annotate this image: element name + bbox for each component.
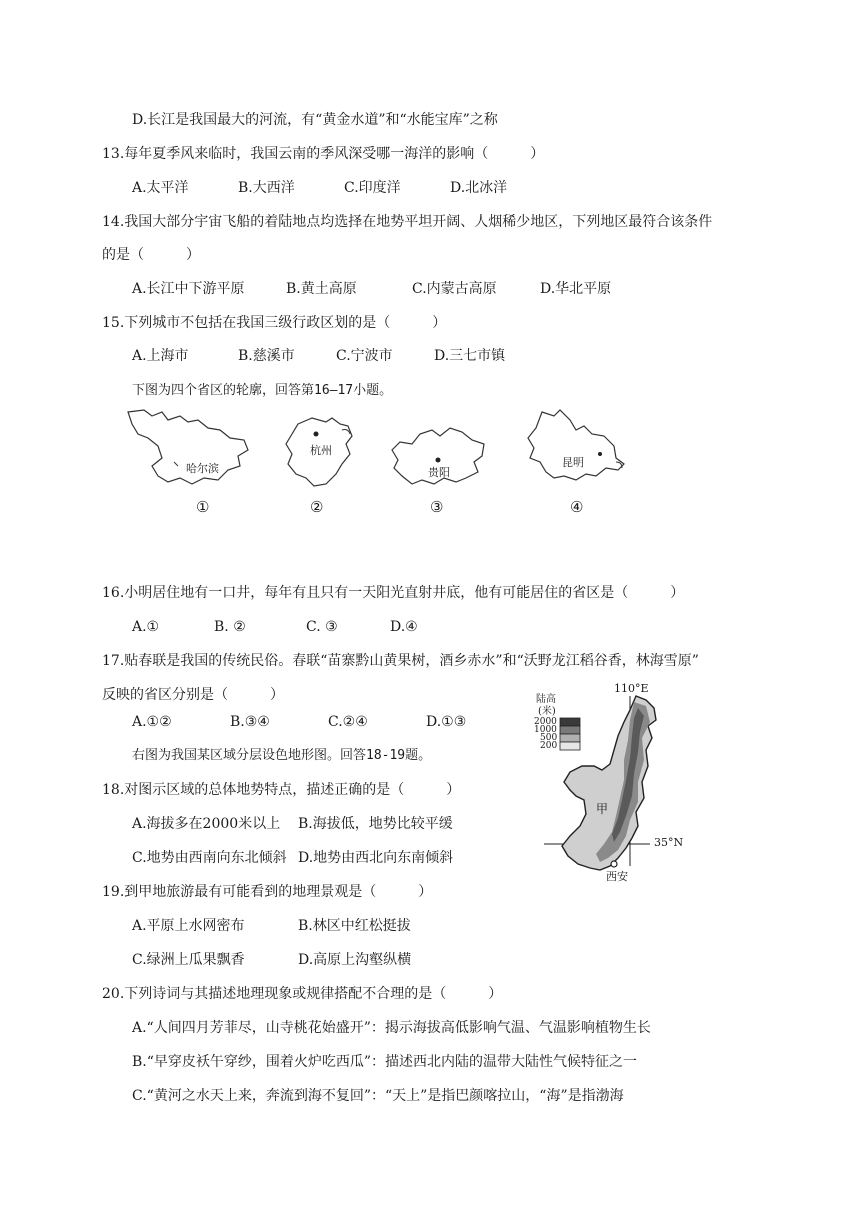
q18-option-c: C.地势由西南向东北倾斜 bbox=[132, 850, 287, 866]
parallel-label: 35°N bbox=[654, 836, 684, 849]
q16-option-d: D.④ bbox=[390, 619, 418, 635]
q15-option-d: D.三七市镇 bbox=[434, 348, 506, 364]
q19-stem: 19.到甲地旅游最有可能看到的地理景观是（ ） bbox=[102, 884, 433, 900]
q17-option-a: A.①② bbox=[132, 714, 172, 730]
q14-stem-line1: 14.我国大部分宇宙飞船的着陆地点均选择在地势平坦开阔、人烟稀少地区，下列地区最符合该条件 bbox=[102, 214, 713, 230]
legend-value-200: 200 bbox=[540, 741, 558, 751]
q13-option-b: B.大西洋 bbox=[238, 180, 295, 196]
q14-option-d: D.华北平原 bbox=[540, 281, 612, 297]
province-outline-1 bbox=[122, 406, 252, 490]
q19-option-a: A.平原上水网密布 bbox=[132, 918, 245, 934]
map3-number: ③ bbox=[430, 498, 444, 516]
legend-unit: (米) bbox=[538, 706, 556, 717]
city-label-xian: 西安 bbox=[606, 870, 628, 883]
meridian-label: 110°E bbox=[614, 682, 649, 695]
q19-option-d: D.高原上沟壑纵横 bbox=[298, 952, 412, 968]
q18-option-a: A.海拔多在2000米以上 bbox=[132, 816, 281, 832]
q13-stem: 13.每年夏季风来临时，我国云南的季风深受哪一海洋的影响（ ） bbox=[102, 146, 545, 162]
legend-value-2000: 2000 bbox=[534, 717, 557, 727]
province-outline-4 bbox=[520, 406, 634, 490]
q16-stem: 16.小明居住地有一口井，每年有且只有一天阳光直射井底，他有可能居住的省区是（ ） bbox=[102, 585, 685, 601]
province-outline-maps bbox=[122, 406, 642, 522]
q17-stem-line2: 反映的省区分别是（ ） bbox=[102, 687, 284, 703]
map4-city-label: 昆明 bbox=[562, 456, 584, 469]
q13-option-a: A.太平洋 bbox=[132, 180, 189, 196]
q20-option-a: A.“人间四月芳菲尽，山寺桃花始盛开”：揭示海拔高低影响气温、气温影响植物生长 bbox=[132, 1020, 651, 1036]
q16-option-a: A.① bbox=[132, 619, 160, 635]
q20-stem: 20.下列诗词与其描述地理现象或规律搭配不合理的是（ ） bbox=[102, 986, 503, 1002]
q13-option-c: C.印度洋 bbox=[344, 180, 401, 196]
q15-option-c: C.宁波市 bbox=[336, 348, 393, 364]
q19-option-c: C.绿洲上瓜果飘香 bbox=[132, 952, 245, 968]
q17-option-d: D.①③ bbox=[426, 714, 467, 730]
q19-option-b: B.林区中红松挺拔 bbox=[298, 918, 411, 934]
q15-option-b: B.慈溪市 bbox=[238, 348, 295, 364]
q14-stem-line2: 的是（ ） bbox=[102, 247, 200, 263]
intro-16-17: 下图为四个省区的轮廓，回答第16—17小题。 bbox=[132, 383, 393, 398]
q17-option-b: B.③④ bbox=[230, 714, 270, 730]
q18-option-d: D.地势由西北向东南倾斜 bbox=[298, 850, 454, 866]
legend-title: 陆高 bbox=[536, 694, 556, 705]
q18-stem: 18.对图示区域的总体地势特点，描述正确的是（ ） bbox=[102, 782, 461, 798]
legend-value-500: 500 bbox=[540, 733, 558, 743]
map4-number: ④ bbox=[570, 498, 584, 516]
q18-option-b: B.海拔低，地势比较平缓 bbox=[298, 816, 453, 832]
q15-stem: 15.下列城市不包括在我国三级行政区划的是（ ） bbox=[102, 315, 447, 331]
q14-option-c: C.内蒙古高原 bbox=[412, 281, 497, 297]
intro-18-19: 右图为我国某区域分层设色地形图。回答18-19题。 bbox=[132, 748, 432, 763]
q17-stem-line1: 17.贴春联是我国的传统民俗。春联“苗寨黔山黄果树，酒乡赤水”和“沃野龙江稻谷香，林海雪原” bbox=[102, 653, 699, 669]
q14-option-b: B.黄土高原 bbox=[286, 281, 357, 297]
q17-option-c: C.②④ bbox=[328, 714, 368, 730]
q12-option-d: D.长江是我国最大的河流，有“黄金水道”和“水能宝库”之称 bbox=[132, 112, 498, 128]
legend-value-1000: 1000 bbox=[534, 725, 557, 735]
map1-number: ① bbox=[196, 498, 210, 516]
q13-option-d: D.北冰洋 bbox=[450, 180, 508, 196]
map1-city-label: 哈尔滨 bbox=[186, 462, 219, 475]
region-label: 甲 bbox=[596, 802, 609, 816]
map2-city-label: 杭州 bbox=[310, 444, 332, 457]
terrain-map bbox=[530, 682, 690, 883]
q20-option-c: C.“黄河之水天上来，奔流到海不复回”：“天上”是指巴颜喀拉山，“海”是指渤海 bbox=[132, 1088, 624, 1104]
q15-option-a: A.上海市 bbox=[132, 348, 189, 364]
q16-option-b: B. ② bbox=[214, 619, 246, 635]
map2-number: ② bbox=[310, 498, 324, 516]
q14-option-a: A.长江中下游平原 bbox=[132, 281, 245, 297]
map3-city-label: 贵阳 bbox=[428, 466, 450, 479]
q20-option-b: B.“早穿皮袄午穿纱，围着火炉吃西瓜”：描述西北内陆的温带大陆性气候特征之一 bbox=[132, 1054, 638, 1070]
q16-option-c: C. ③ bbox=[306, 619, 338, 635]
